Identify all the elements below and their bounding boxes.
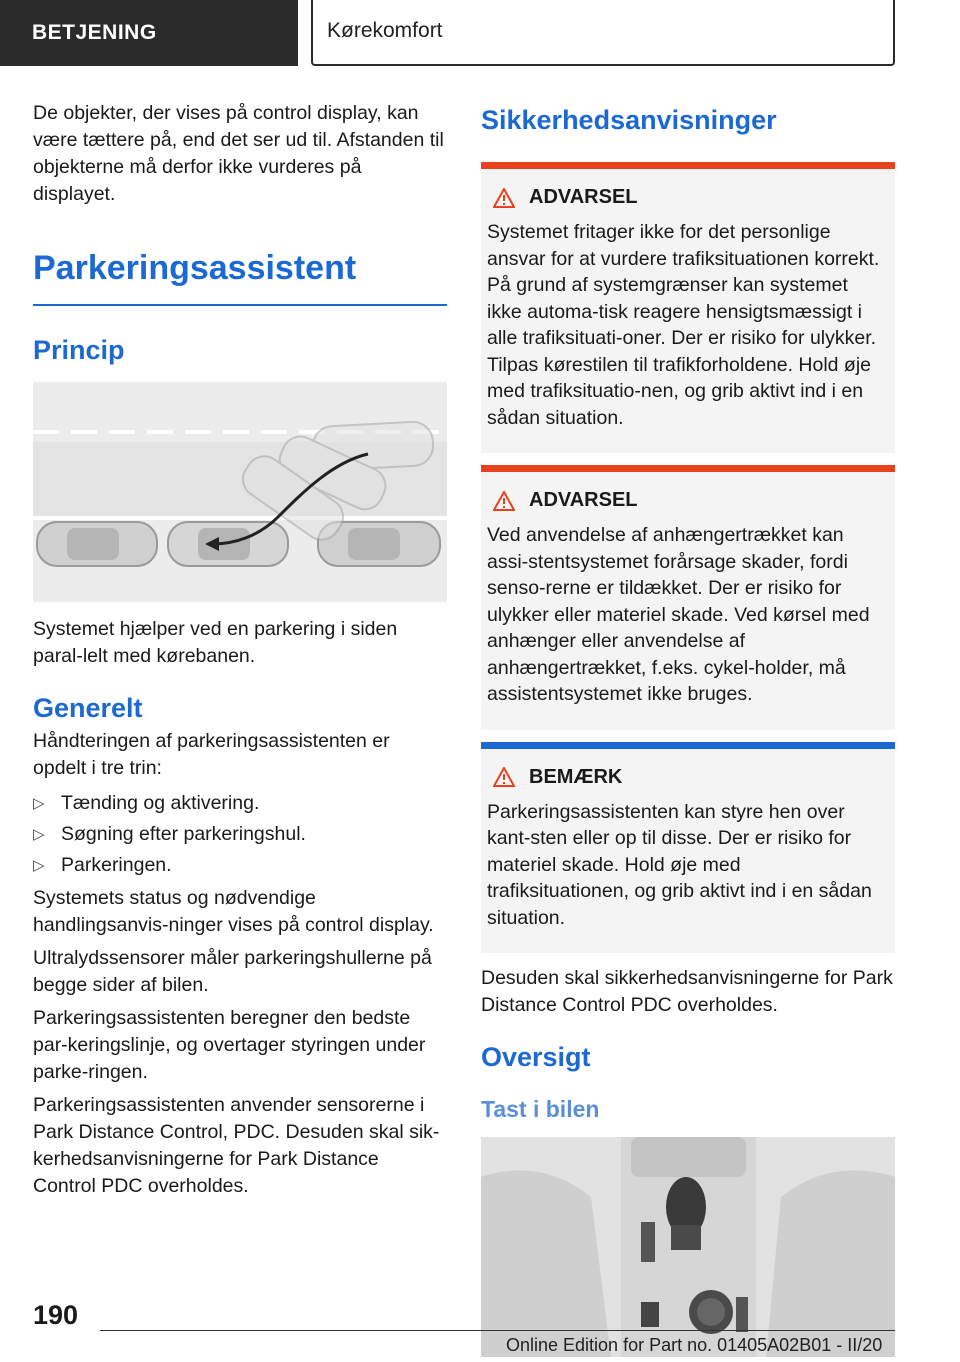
steps-list (33, 790, 447, 879)
triangle-bullet-icon: ▷ (33, 857, 45, 874)
warning-bar (481, 465, 895, 472)
warning-triangle-icon (493, 188, 515, 208)
notice-label: BEMÆRK (529, 765, 623, 788)
sensor-paragraph: Ultralydssensorer måler parkeringshullerne på begge sider af bilen. (33, 947, 432, 996)
notice-text: Parkeringsassistenten kan styre hen over kant-sten eller op til disse. Der er risiko for materiel skade. Hold øje med trafiksituationen, og grib aktivt ind i en sådan situation. (487, 800, 872, 929)
right-column (481, 100, 895, 1357)
left-column (33, 100, 447, 1200)
section-tab: BETJENING (0, 0, 298, 66)
footer-rule (100, 1330, 895, 1331)
topic-tab: Kørekomfort (311, 0, 895, 66)
page-title: Parkeringsassistent (33, 249, 357, 287)
parking-illustration (33, 382, 447, 602)
parked-car-left (37, 522, 157, 566)
warning-label: ADVARSEL (529, 489, 638, 511)
warning-box-1 (481, 162, 895, 453)
list-item: ▷ Søgning efter parkeringshul. (33, 821, 447, 848)
warning-text: Ved anvendelse af anhængertrækket kan assi-stentsystemet forårsage skader, fordi senso-rerne er tildækket. Der er risiko for ulykker eller materiel skade. Ved kørsel med anhænger eller anvendelse af anhængertrækket, f.eks. cykel-holder, må assistentsystemet ikke bruges. (487, 524, 870, 705)
notice-box (481, 742, 895, 954)
triangle-bullet-icon: ▷ (33, 826, 45, 843)
general-heading: Generelt (33, 693, 143, 723)
warning-label: ADVARSEL (529, 186, 638, 208)
parking-diagram-svg (33, 382, 447, 602)
warning-text: Systemet fritager ikke for det personlige ansvar for at vurdere trafiksituationen korrekt. På grund af systemgrænser kan systemet ikke automa-tisk reagere hensigtsmæssigt i alle trafiksituati-oner. Der er risiko for ulykker. Tilpas kørestilen til trafikforholdene. Hold øje med trafiksituatio-nen, og grib aktivt ind i en sådan situation. (487, 221, 880, 429)
notice-triangle-icon (493, 767, 515, 787)
title-rule (33, 304, 447, 306)
triangle-bullet-icon: ▷ (33, 795, 45, 812)
parking-line-paragraph: Parkeringsassistenten beregner den bedste par-keringslinje, og overtager styringen under parke-ringen. (33, 1007, 426, 1083)
list-item: ▷ Parkeringen. (33, 852, 447, 879)
page-header (0, 0, 960, 66)
center-console-photo (481, 1137, 895, 1357)
principle-text: Systemet hjælper ved en parkering i siden paral-lelt med kørebanen. (33, 618, 398, 667)
intro-paragraph: De objekter, der vises på control display, kan være tættere på, end det ser ud til. Afstanden til objekterne må derfor ikke vurderes på displayet. (33, 102, 444, 205)
overview-heading: Oversigt (481, 1042, 591, 1072)
list-item: ▷ Tænding og aktivering. (33, 790, 447, 817)
safety-heading: Sikkerhedsanvisninger (481, 105, 777, 135)
footer-edition: Online Edition for Part no. 01405A02B01 - II/20 (506, 1335, 883, 1355)
status-paragraph: Systemets status og nødvendige handlingsanvis-ninger vises på control display. (33, 887, 434, 936)
center-console-svg (481, 1137, 895, 1357)
warning-triangle-icon (493, 491, 515, 511)
general-intro: Håndteringen af parkeringsassistenten er opdelt i tre trin: (33, 730, 390, 779)
notice-bar (481, 742, 895, 749)
warning-box-2 (481, 465, 895, 730)
pdc-paragraph: Parkeringsassistenten anvender sensorerne i Park Distance Control, PDC. Desuden skal sik-kerhedsanvisningerne for Park Distance Control PDC overholdes. (33, 1094, 440, 1197)
principle-heading: Princip (33, 335, 125, 365)
warning-bar (481, 162, 895, 169)
button-heading: Tast i bilen (481, 1096, 600, 1122)
page-number: 190 (33, 1300, 79, 1330)
pdc-note: Desuden skal sikkerhedsanvisningerne for Park Distance Control PDC overholdes. (481, 967, 893, 1016)
